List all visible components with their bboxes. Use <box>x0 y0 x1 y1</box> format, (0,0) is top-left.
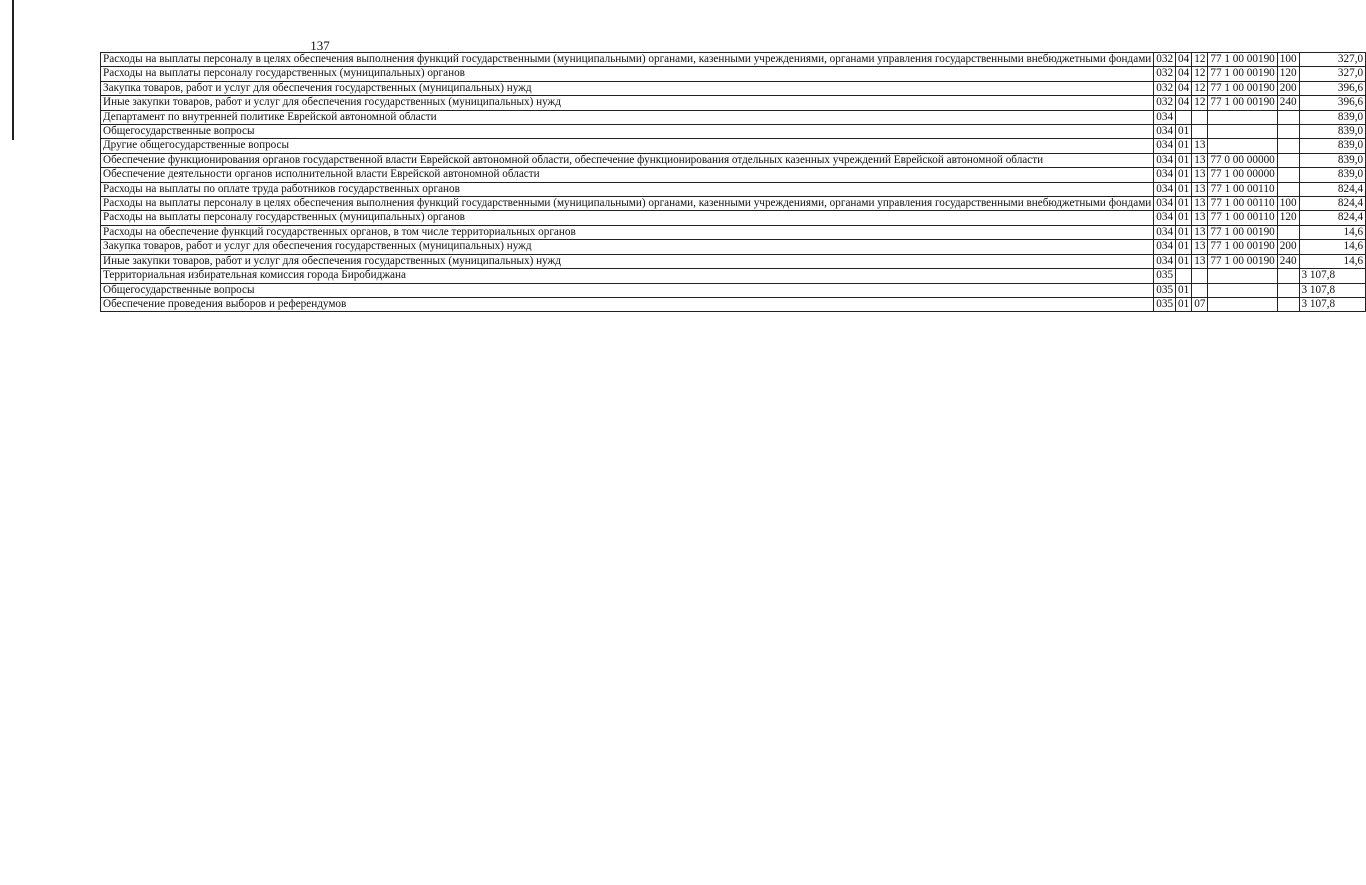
row-subsection-code: 13 <box>1192 168 1208 182</box>
row-name: Иные закупки товаров, работ и услуг для обеспечения государственных (муниципальных) нужд <box>101 254 1154 268</box>
table-row <box>101 96 1366 110</box>
table-row <box>101 168 1366 182</box>
table-row <box>101 153 1366 167</box>
row-name: Общегосударственные вопросы <box>101 125 1154 139</box>
row-ved-code: 032 <box>1154 81 1176 95</box>
row-target-article: 77 1 00 00110 <box>1208 182 1277 196</box>
row-target-article: 77 1 00 00190 <box>1208 53 1277 67</box>
row-expense-type: 100 <box>1277 53 1299 67</box>
row-section-code <box>1176 269 1192 283</box>
row-amount: 839,0 <box>1299 139 1366 153</box>
row-section-code: 01 <box>1176 211 1192 225</box>
row-expense-type: 240 <box>1277 254 1299 268</box>
row-ved-code: 035 <box>1154 297 1176 311</box>
row-ved-code: 032 <box>1154 67 1176 81</box>
table-row <box>101 225 1366 239</box>
row-subsection-code: 12 <box>1192 53 1208 67</box>
row-subsection-code <box>1192 110 1208 124</box>
row-target-article: 77 1 00 00190 <box>1208 96 1277 110</box>
row-name: Общегосударственные вопросы <box>101 283 1154 297</box>
row-amount: 3 107,8 <box>1299 297 1366 311</box>
row-expense-type <box>1277 283 1299 297</box>
row-ved-code: 032 <box>1154 96 1176 110</box>
row-target-article <box>1208 283 1277 297</box>
row-expense-type: 200 <box>1277 81 1299 95</box>
budget-table <box>100 52 1366 312</box>
row-name: Департамент по внутренней политике Еврейской автономной области <box>101 110 1154 124</box>
row-target-article: 77 1 00 00190 <box>1208 254 1277 268</box>
row-section-code: 04 <box>1176 67 1192 81</box>
row-subsection-code: 13 <box>1192 153 1208 167</box>
row-target-article <box>1208 110 1277 124</box>
row-target-article: 77 1 00 00190 <box>1208 67 1277 81</box>
table-row <box>101 125 1366 139</box>
row-expense-type <box>1277 110 1299 124</box>
row-section-code: 01 <box>1176 240 1192 254</box>
row-amount: 327,0 <box>1299 53 1366 67</box>
row-name: Расходы на выплаты персоналу в целях обеспечения выполнения функций государственными (муниципальными) органами, казенными учреждениями, органами управления государственными внебюджетными фондами <box>101 197 1154 211</box>
row-section-code: 01 <box>1176 139 1192 153</box>
row-target-article: 77 1 00 00000 <box>1208 168 1277 182</box>
table-row <box>101 81 1366 95</box>
row-subsection-code: 13 <box>1192 197 1208 211</box>
row-subsection-code: 13 <box>1192 182 1208 196</box>
row-section-code: 01 <box>1176 125 1192 139</box>
row-expense-type <box>1277 182 1299 196</box>
row-amount: 327,0 <box>1299 67 1366 81</box>
row-ved-code: 034 <box>1154 182 1176 196</box>
table-row <box>101 182 1366 196</box>
row-section-code: 01 <box>1176 225 1192 239</box>
row-name: Расходы на выплаты персоналу государственных (муниципальных) органов <box>101 211 1154 225</box>
row-ved-code: 034 <box>1154 139 1176 153</box>
table-row <box>101 53 1366 67</box>
row-name: Иные закупки товаров, работ и услуг для обеспечения государственных (муниципальных) нужд <box>101 96 1154 110</box>
row-section-code: 01 <box>1176 197 1192 211</box>
margin-rule <box>12 0 14 140</box>
row-ved-code: 034 <box>1154 254 1176 268</box>
row-subsection-code <box>1192 283 1208 297</box>
row-target-article: 77 1 00 00190 <box>1208 81 1277 95</box>
row-amount: 396,6 <box>1299 81 1366 95</box>
row-name: Расходы на обеспечение функций государственных органов, в том числе территориальных органов <box>101 225 1154 239</box>
row-target-article <box>1208 139 1277 153</box>
row-ved-code: 032 <box>1154 53 1176 67</box>
table-row <box>101 211 1366 225</box>
row-subsection-code: 13 <box>1192 225 1208 239</box>
row-section-code: 01 <box>1176 153 1192 167</box>
row-name: Расходы на выплаты персоналу государственных (муниципальных) органов <box>101 67 1154 81</box>
row-ved-code: 034 <box>1154 197 1176 211</box>
row-subsection-code: 13 <box>1192 254 1208 268</box>
row-section-code <box>1176 110 1192 124</box>
row-target-article: 77 1 00 00110 <box>1208 197 1277 211</box>
table-row <box>101 240 1366 254</box>
row-name: Обеспечение функционирования органов государственной власти Еврейской автономной области, обеспечение функционирования отдельных казенных учреждений Еврейской автономной области <box>101 153 1154 167</box>
row-subsection-code: 13 <box>1192 240 1208 254</box>
row-ved-code: 034 <box>1154 168 1176 182</box>
table-row <box>101 254 1366 268</box>
row-amount: 14,6 <box>1299 225 1366 239</box>
row-expense-type: 200 <box>1277 240 1299 254</box>
row-expense-type: 120 <box>1277 67 1299 81</box>
row-target-article <box>1208 297 1277 311</box>
page-number: 137 <box>310 38 330 53</box>
row-expense-type <box>1277 269 1299 283</box>
row-amount: 3 107,8 <box>1299 269 1366 283</box>
row-name: Территориальная избирательная комиссия города Биробиджана <box>101 269 1154 283</box>
row-amount: 396,6 <box>1299 96 1366 110</box>
row-amount: 839,0 <box>1299 153 1366 167</box>
row-amount: 824,4 <box>1299 182 1366 196</box>
row-target-article <box>1208 269 1277 283</box>
row-amount: 14,6 <box>1299 254 1366 268</box>
table-row <box>101 110 1366 124</box>
row-name: Обеспечение деятельности органов исполнительной власти Еврейской автономной области <box>101 168 1154 182</box>
row-amount: 839,0 <box>1299 168 1366 182</box>
row-expense-type <box>1277 153 1299 167</box>
row-section-code: 04 <box>1176 96 1192 110</box>
row-amount: 839,0 <box>1299 110 1366 124</box>
row-amount: 824,4 <box>1299 211 1366 225</box>
row-ved-code: 034 <box>1154 153 1176 167</box>
row-expense-type: 100 <box>1277 197 1299 211</box>
table-row <box>101 197 1366 211</box>
row-name: Закупка товаров, работ и услуг для обеспечения государственных (муниципальных) нужд <box>101 240 1154 254</box>
row-expense-type <box>1277 297 1299 311</box>
row-amount: 3 107,8 <box>1299 283 1366 297</box>
row-expense-type <box>1277 125 1299 139</box>
row-section-code: 01 <box>1176 283 1192 297</box>
row-section-code: 01 <box>1176 254 1192 268</box>
row-name: Закупка товаров, работ и услуг для обеспечения государственных (муниципальных) нужд <box>101 81 1154 95</box>
row-subsection-code: 13 <box>1192 139 1208 153</box>
row-subsection-code: 13 <box>1192 211 1208 225</box>
row-name: Другие общегосударственные вопросы <box>101 139 1154 153</box>
row-expense-type <box>1277 225 1299 239</box>
row-section-code: 01 <box>1176 168 1192 182</box>
row-ved-code: 034 <box>1154 110 1176 124</box>
row-amount: 14,6 <box>1299 240 1366 254</box>
row-ved-code: 034 <box>1154 211 1176 225</box>
row-subsection-code <box>1192 269 1208 283</box>
row-ved-code: 035 <box>1154 269 1176 283</box>
row-section-code: 04 <box>1176 53 1192 67</box>
row-target-article: 77 1 00 00190 <box>1208 225 1277 239</box>
row-subsection-code: 12 <box>1192 81 1208 95</box>
row-expense-type <box>1277 139 1299 153</box>
row-name: Расходы на выплаты персоналу в целях обеспечения выполнения функций государственными (муниципальными) органами, казенными учреждениями, органами управления государственными внебюджетными фондами <box>101 53 1154 67</box>
row-target-article: 77 1 00 00110 <box>1208 211 1277 225</box>
row-ved-code: 034 <box>1154 225 1176 239</box>
row-subsection-code: 12 <box>1192 67 1208 81</box>
row-subsection-code: 07 <box>1192 297 1208 311</box>
row-name: Обеспечение проведения выборов и референдумов <box>101 297 1154 311</box>
row-expense-type: 120 <box>1277 211 1299 225</box>
row-target-article: 77 1 00 00190 <box>1208 240 1277 254</box>
table-row <box>101 269 1366 283</box>
row-ved-code: 035 <box>1154 283 1176 297</box>
row-subsection-code <box>1192 125 1208 139</box>
row-amount: 824,4 <box>1299 197 1366 211</box>
row-expense-type <box>1277 168 1299 182</box>
row-target-article: 77 0 00 00000 <box>1208 153 1277 167</box>
row-target-article <box>1208 125 1277 139</box>
table-row <box>101 283 1366 297</box>
row-section-code: 01 <box>1176 182 1192 196</box>
row-ved-code: 034 <box>1154 240 1176 254</box>
row-amount: 839,0 <box>1299 125 1366 139</box>
table-row <box>101 67 1366 81</box>
table-row <box>101 139 1366 153</box>
row-section-code: 04 <box>1176 81 1192 95</box>
row-section-code: 01 <box>1176 297 1192 311</box>
table-row <box>101 297 1366 311</box>
row-expense-type: 240 <box>1277 96 1299 110</box>
row-ved-code: 034 <box>1154 125 1176 139</box>
row-name: Расходы на выплаты по оплате труда работников государственных органов <box>101 182 1154 196</box>
table-body <box>101 53 1366 312</box>
row-subsection-code: 12 <box>1192 96 1208 110</box>
